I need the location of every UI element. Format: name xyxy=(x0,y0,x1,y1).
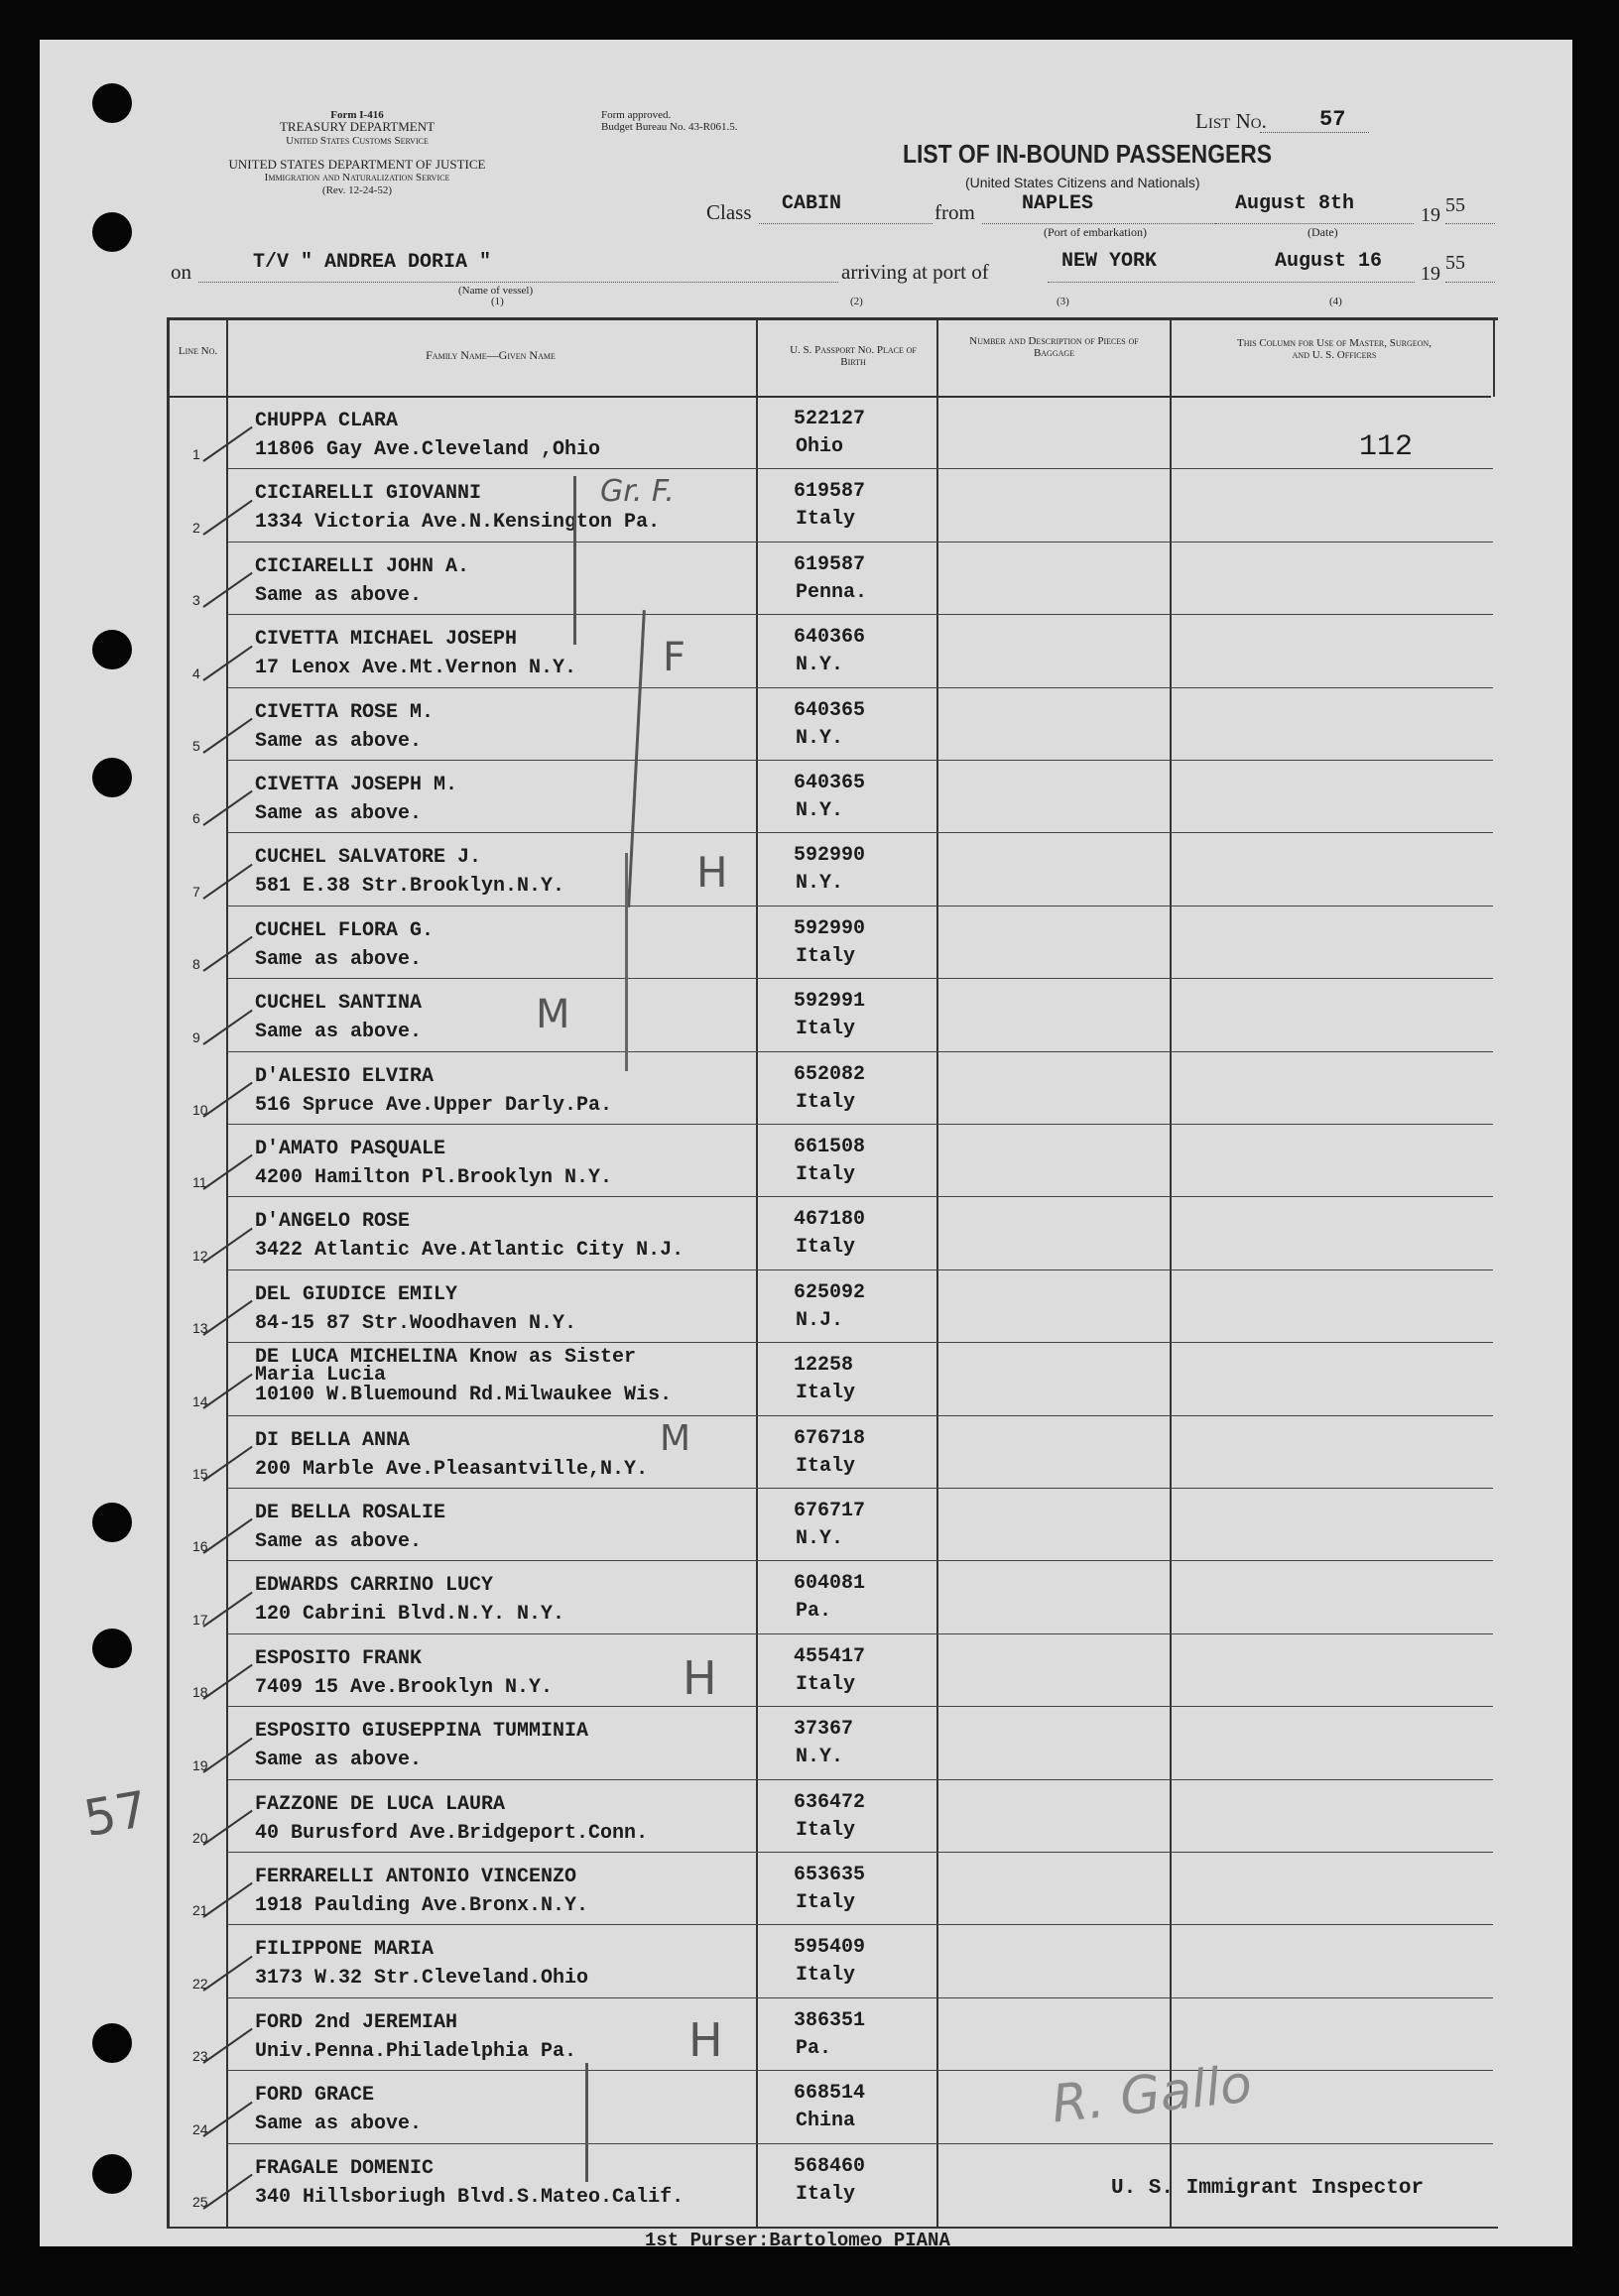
passenger-name: FERRARELLI ANTONIO VINCENZO xyxy=(255,1866,577,1888)
passport-number: 640365 xyxy=(794,698,866,722)
officer-note: 112 xyxy=(1359,430,1414,464)
customs-service: United States Customs Service xyxy=(286,135,429,147)
passenger-name: FILIPPONE MARIA xyxy=(255,1938,435,1962)
line-number: 8 xyxy=(192,956,200,973)
budget-bureau: Budget Bureau No. 43-R061.5. xyxy=(601,121,738,133)
col4-number: (4) xyxy=(1329,296,1342,307)
passport-number: 604081 xyxy=(794,1572,866,1596)
passenger-address: 200 Marble Ave.Pleasantville,N.Y. xyxy=(255,1457,649,1481)
table-row xyxy=(228,832,1493,833)
passenger-name-cont: Maria Lucia xyxy=(255,1364,387,1388)
passport-number: 592991 xyxy=(794,990,866,1014)
passenger-name: CHUPPA CLARA xyxy=(255,410,399,432)
passenger-name: FORD GRACE xyxy=(255,2084,375,2108)
passport-number: 636472 xyxy=(794,1790,866,1814)
passenger-address: 40 Burusford Ave.Bridgeport.Conn. xyxy=(255,1821,649,1845)
table-row xyxy=(228,760,1493,761)
form-title: LIST OF IN-BOUND PASSENGERS xyxy=(903,139,1273,169)
place-of-birth: N.Y. xyxy=(796,1746,844,1769)
arrival-date: August 16 xyxy=(1275,250,1383,273)
table-row xyxy=(228,2143,1493,2144)
handwritten-m-2: M xyxy=(660,1418,691,1459)
handwritten-h-1: H xyxy=(696,848,728,897)
on-label: on xyxy=(171,260,191,284)
passenger-address: Same as above. xyxy=(255,2113,423,2136)
arrival-year-prefix: 19 xyxy=(1421,263,1440,285)
place-of-birth: Italy xyxy=(796,1818,856,1842)
place-of-birth: Italy xyxy=(796,1454,856,1478)
table-row xyxy=(228,1269,1493,1270)
form-approved: Form approved. xyxy=(601,109,672,121)
passport-number: 467180 xyxy=(794,1208,866,1232)
passenger-name: D'AMATO PASQUALE xyxy=(255,1138,446,1160)
form-subtitle: (United States Citizens and Nationals) xyxy=(965,175,1200,190)
passenger-address: Same as above. xyxy=(255,1021,423,1044)
place-of-birth: Italy xyxy=(796,1090,856,1114)
passenger-address: 340 Hillsboriugh Blvd.S.Mateo.Calif. xyxy=(255,2185,685,2209)
passport-number: 625092 xyxy=(794,1280,866,1304)
inspector-label: U. S. Immigrant Inspector xyxy=(1111,2177,1425,2200)
place-of-birth: Ohio xyxy=(796,435,844,458)
passenger-name: CUCHEL SANTINA xyxy=(255,992,423,1016)
table-row xyxy=(228,1560,1493,1561)
passenger-name: D'ALESIO ELVIRA xyxy=(255,1064,435,1088)
passport-number: 12258 xyxy=(794,1354,854,1378)
embark-date: August 8th xyxy=(1235,192,1355,215)
passenger-name: CIVETTA MICHAEL JOSEPH xyxy=(255,628,518,652)
place-of-birth: N.Y. xyxy=(796,726,844,750)
passenger-address: 17 Lenox Ave.Mt.Vernon N.Y. xyxy=(255,657,577,680)
passenger-name: DEL GIUDICE EMILY xyxy=(255,1282,458,1306)
line-number: 23 xyxy=(192,2048,208,2065)
passport-number: 668514 xyxy=(794,2082,866,2106)
table-row xyxy=(228,468,1493,469)
treasury-dept: TREASURY DEPARTMENT xyxy=(279,119,436,134)
ins-service: Immigration and Naturalization Service xyxy=(264,172,450,183)
date-label: (Date) xyxy=(1308,225,1338,239)
binder-hole xyxy=(92,1503,132,1542)
line-number: 3 xyxy=(192,592,200,609)
table-row xyxy=(228,1924,1493,1925)
passport-number: 522127 xyxy=(794,408,866,430)
passenger-name: FRAGALE DOMENIC xyxy=(255,2156,435,2180)
line-number: 14 xyxy=(192,1392,208,1409)
line-number: 18 xyxy=(192,1684,208,1701)
passenger-name: CICIARELLI JOHN A. xyxy=(255,554,470,578)
passenger-name: EDWARDS CARRINO LUCY xyxy=(255,1574,494,1598)
table-row xyxy=(228,1852,1493,1853)
place-of-birth: Pa. xyxy=(796,2036,832,2060)
passenger-address: 84-15 87 Str.Woodhaven N.Y. xyxy=(255,1311,577,1335)
place-of-birth: Penna. xyxy=(796,580,868,604)
line-number: 13 xyxy=(192,1320,208,1337)
handwritten-h-3: H xyxy=(688,2013,723,2067)
header-passport: U. S. Passport No. Place of Birth xyxy=(790,344,917,368)
handwritten-h-2: H xyxy=(683,1651,717,1705)
passenger-name: D'ANGELO ROSE xyxy=(255,1210,411,1234)
passenger-name: CICIARELLI GIOVANNI xyxy=(255,482,482,506)
arriving-label: arriving at port of xyxy=(841,260,989,284)
passport-number: 619587 xyxy=(794,480,866,504)
binder-hole xyxy=(92,630,132,669)
line-number: 16 xyxy=(192,1538,208,1555)
table-row xyxy=(228,1997,1493,1998)
line-number: 2 xyxy=(192,519,200,536)
embark-year-prefix: 19 xyxy=(1421,204,1440,226)
passport-number: 592990 xyxy=(794,916,866,940)
passport-number: 661508 xyxy=(794,1136,866,1158)
line-number: 10 xyxy=(192,1102,208,1118)
inspector-signature: R. Gallo xyxy=(1049,2054,1255,2135)
table-row xyxy=(228,1342,1493,1343)
line-number: 19 xyxy=(192,1756,208,1773)
place-of-birth: Italy xyxy=(796,944,856,968)
binder-hole xyxy=(92,2023,132,2063)
binder-hole xyxy=(92,758,132,797)
line-number: 1 xyxy=(192,446,200,463)
passport-number: 676718 xyxy=(794,1426,866,1450)
line-number: 6 xyxy=(192,810,200,827)
place-of-birth: Italy xyxy=(796,1018,856,1041)
place-of-birth: Italy xyxy=(796,1163,856,1186)
vessel-label: (Name of vessel) xyxy=(458,285,534,297)
col2-number: (2) xyxy=(850,296,863,307)
place-of-birth: Italy xyxy=(796,508,856,532)
passenger-name: ESPOSITO FRANK xyxy=(255,1646,423,1670)
embark-port: NAPLES xyxy=(1022,192,1094,215)
line-number: 12 xyxy=(192,1247,208,1264)
vessel-name: T/V " ANDREA DORIA " xyxy=(253,251,492,274)
table-row xyxy=(228,687,1493,688)
place-of-birth: Pa. xyxy=(796,1600,832,1624)
form-number: Form I-416 xyxy=(330,109,384,121)
passenger-address: 4200 Hamilton Pl.Brooklyn N.Y. xyxy=(255,1166,613,1189)
place-of-birth: Italy xyxy=(796,2182,856,2206)
passenger-address: 3422 Atlantic Ave.Atlantic City N.J. xyxy=(255,1239,685,1263)
passenger-name: CUCHEL SALVATORE J. xyxy=(255,846,482,870)
passenger-name: CIVETTA JOSEPH M. xyxy=(255,774,458,796)
list-number: 57 xyxy=(1319,107,1346,132)
header-name: Family Name—Given Name xyxy=(426,348,556,362)
passenger-address: 10100 W.Bluemound Rd.Milwaukee Wis. xyxy=(255,1384,673,1407)
passport-number: 592990 xyxy=(794,844,866,868)
class-value: CABIN xyxy=(782,192,842,215)
list-no-label: List No. xyxy=(1195,109,1267,133)
line-number: 22 xyxy=(192,1975,208,1992)
justice-dept: UNITED STATES DEPARTMENT OF JUSTICE xyxy=(228,157,486,172)
line-number: 9 xyxy=(192,1028,200,1045)
place-of-birth: China xyxy=(796,2110,856,2133)
place-of-birth: Italy xyxy=(796,1891,856,1914)
table-row xyxy=(228,1124,1493,1125)
from-label: from xyxy=(934,200,975,224)
binder-hole xyxy=(92,212,132,252)
passenger-address: Same as above. xyxy=(255,1749,423,1772)
passport-number: 595409 xyxy=(794,1936,866,1960)
binder-hole xyxy=(92,1629,132,1668)
line-number: 17 xyxy=(192,1611,208,1628)
place-of-birth: Italy xyxy=(796,1964,856,1988)
place-of-birth: N.Y. xyxy=(796,799,844,822)
passenger-address: 11806 Gay Ave.Cleveland ,Ohio xyxy=(255,438,601,461)
passenger-address: Same as above. xyxy=(255,729,423,753)
passenger-name: FORD 2nd JEREMIAH xyxy=(255,2010,458,2034)
passport-number: 676717 xyxy=(794,1500,866,1522)
passport-number: 640365 xyxy=(794,772,866,794)
line-number: 21 xyxy=(192,1902,208,1919)
place-of-birth: N.Y. xyxy=(796,872,844,896)
line-number: 20 xyxy=(192,1830,208,1846)
table-row xyxy=(228,1415,1493,1416)
passenger-address: 7409 15 Ave.Brooklyn N.Y. xyxy=(255,1675,554,1699)
passport-number: 619587 xyxy=(794,552,866,576)
table-row xyxy=(228,542,1493,543)
place-of-birth: Italy xyxy=(796,1382,856,1405)
place-of-birth: Italy xyxy=(796,1236,856,1260)
table-row xyxy=(228,2070,1493,2071)
binder-hole xyxy=(92,83,132,123)
passenger-name: ESPOSITO GIUSEPPINA TUMMINIA xyxy=(255,1720,589,1744)
passport-number: 386351 xyxy=(794,2008,866,2032)
table-row xyxy=(228,1706,1493,1707)
header-officers: This Column for Use of Master, Surgeon, and U. S. Officers xyxy=(1237,337,1432,361)
passenger-name: DE BELLA ROSALIE xyxy=(255,1502,446,1524)
embark-port-label: (Port of embarkation) xyxy=(1044,225,1147,239)
table-row xyxy=(228,614,1493,615)
passenger-address: Univ.Penna.Philadelphia Pa. xyxy=(255,2039,577,2063)
passport-number: 455417 xyxy=(794,1644,866,1668)
line-number: 15 xyxy=(192,1466,208,1482)
passport-number: 37367 xyxy=(794,1718,854,1742)
passenger-address: 581 E.38 Str.Brooklyn.N.Y. xyxy=(255,875,565,899)
handwritten-m-1: M xyxy=(536,992,570,1037)
passenger-address: Same as above. xyxy=(255,583,423,607)
binder-hole xyxy=(92,2154,132,2194)
class-label: Class xyxy=(706,200,752,224)
purser-name: 1st Purser:Bartolomeo PIANA xyxy=(645,2230,950,2251)
embark-year-suffix: 55 xyxy=(1445,194,1465,216)
arrival-year-suffix: 55 xyxy=(1445,252,1465,274)
header-line-no: Line No. xyxy=(178,345,218,357)
passport-number: 652082 xyxy=(794,1062,866,1086)
table-row xyxy=(228,1779,1493,1780)
passenger-name: FAZZONE DE LUCA LAURA xyxy=(255,1792,506,1816)
line-number: 25 xyxy=(192,2194,208,2210)
passenger-name: CUCHEL FLORA G. xyxy=(255,918,435,942)
handwritten-f: F xyxy=(663,635,686,680)
passenger-address: 516 Spruce Ave.Upper Darly.Pa. xyxy=(255,1093,613,1117)
handwritten-gr-f: Gr. F. xyxy=(600,474,675,509)
line-number: 5 xyxy=(192,738,200,754)
table-row xyxy=(228,1051,1493,1052)
table-row xyxy=(228,978,1493,979)
passenger-address: Same as above. xyxy=(255,947,423,971)
passport-number: 653635 xyxy=(794,1864,866,1886)
margin-number: 57 xyxy=(79,1779,153,1849)
place-of-birth: Italy xyxy=(796,1672,856,1696)
passenger-address: Same as above. xyxy=(255,1530,423,1553)
line-number: 7 xyxy=(192,883,200,900)
passenger-address: 3173 W.32 Str.Cleveland.Ohio xyxy=(255,1967,589,1991)
line-number: 4 xyxy=(192,665,200,681)
place-of-birth: N.Y. xyxy=(796,654,844,677)
header-baggage: Number and Description of Pieces of Baggage xyxy=(969,335,1139,359)
passenger-name: CIVETTA ROSE M. xyxy=(255,700,435,724)
line-number: 24 xyxy=(192,2120,208,2137)
passenger-address: 120 Cabrini Blvd.N.Y. N.Y. xyxy=(255,1603,565,1627)
passenger-address: 1334 Victoria Ave.N.Kensington Pa. xyxy=(255,511,661,535)
table-row xyxy=(228,1633,1493,1634)
place-of-birth: N.Y. xyxy=(796,1527,844,1550)
line-number: 11 xyxy=(192,1174,207,1191)
passenger-name: DI BELLA ANNA xyxy=(255,1428,411,1452)
passport-number: 640366 xyxy=(794,626,866,650)
form-revision: (Rev. 12-24-52) xyxy=(321,184,393,196)
passenger-address: Same as above. xyxy=(255,802,423,825)
col3-number: (3) xyxy=(1057,296,1069,307)
place-of-birth: N.J. xyxy=(796,1308,844,1332)
table-row xyxy=(228,1196,1493,1197)
passenger-name: DE LUCA MICHELINA Know as Sister xyxy=(255,1346,637,1370)
table-row xyxy=(228,1488,1493,1489)
passenger-address: 1918 Paulding Ave.Bronx.N.Y. xyxy=(255,1894,589,1917)
passport-number: 568460 xyxy=(794,2154,866,2178)
arrival-port: NEW YORK xyxy=(1061,250,1158,273)
vessel-column-number: (1) xyxy=(491,296,504,307)
